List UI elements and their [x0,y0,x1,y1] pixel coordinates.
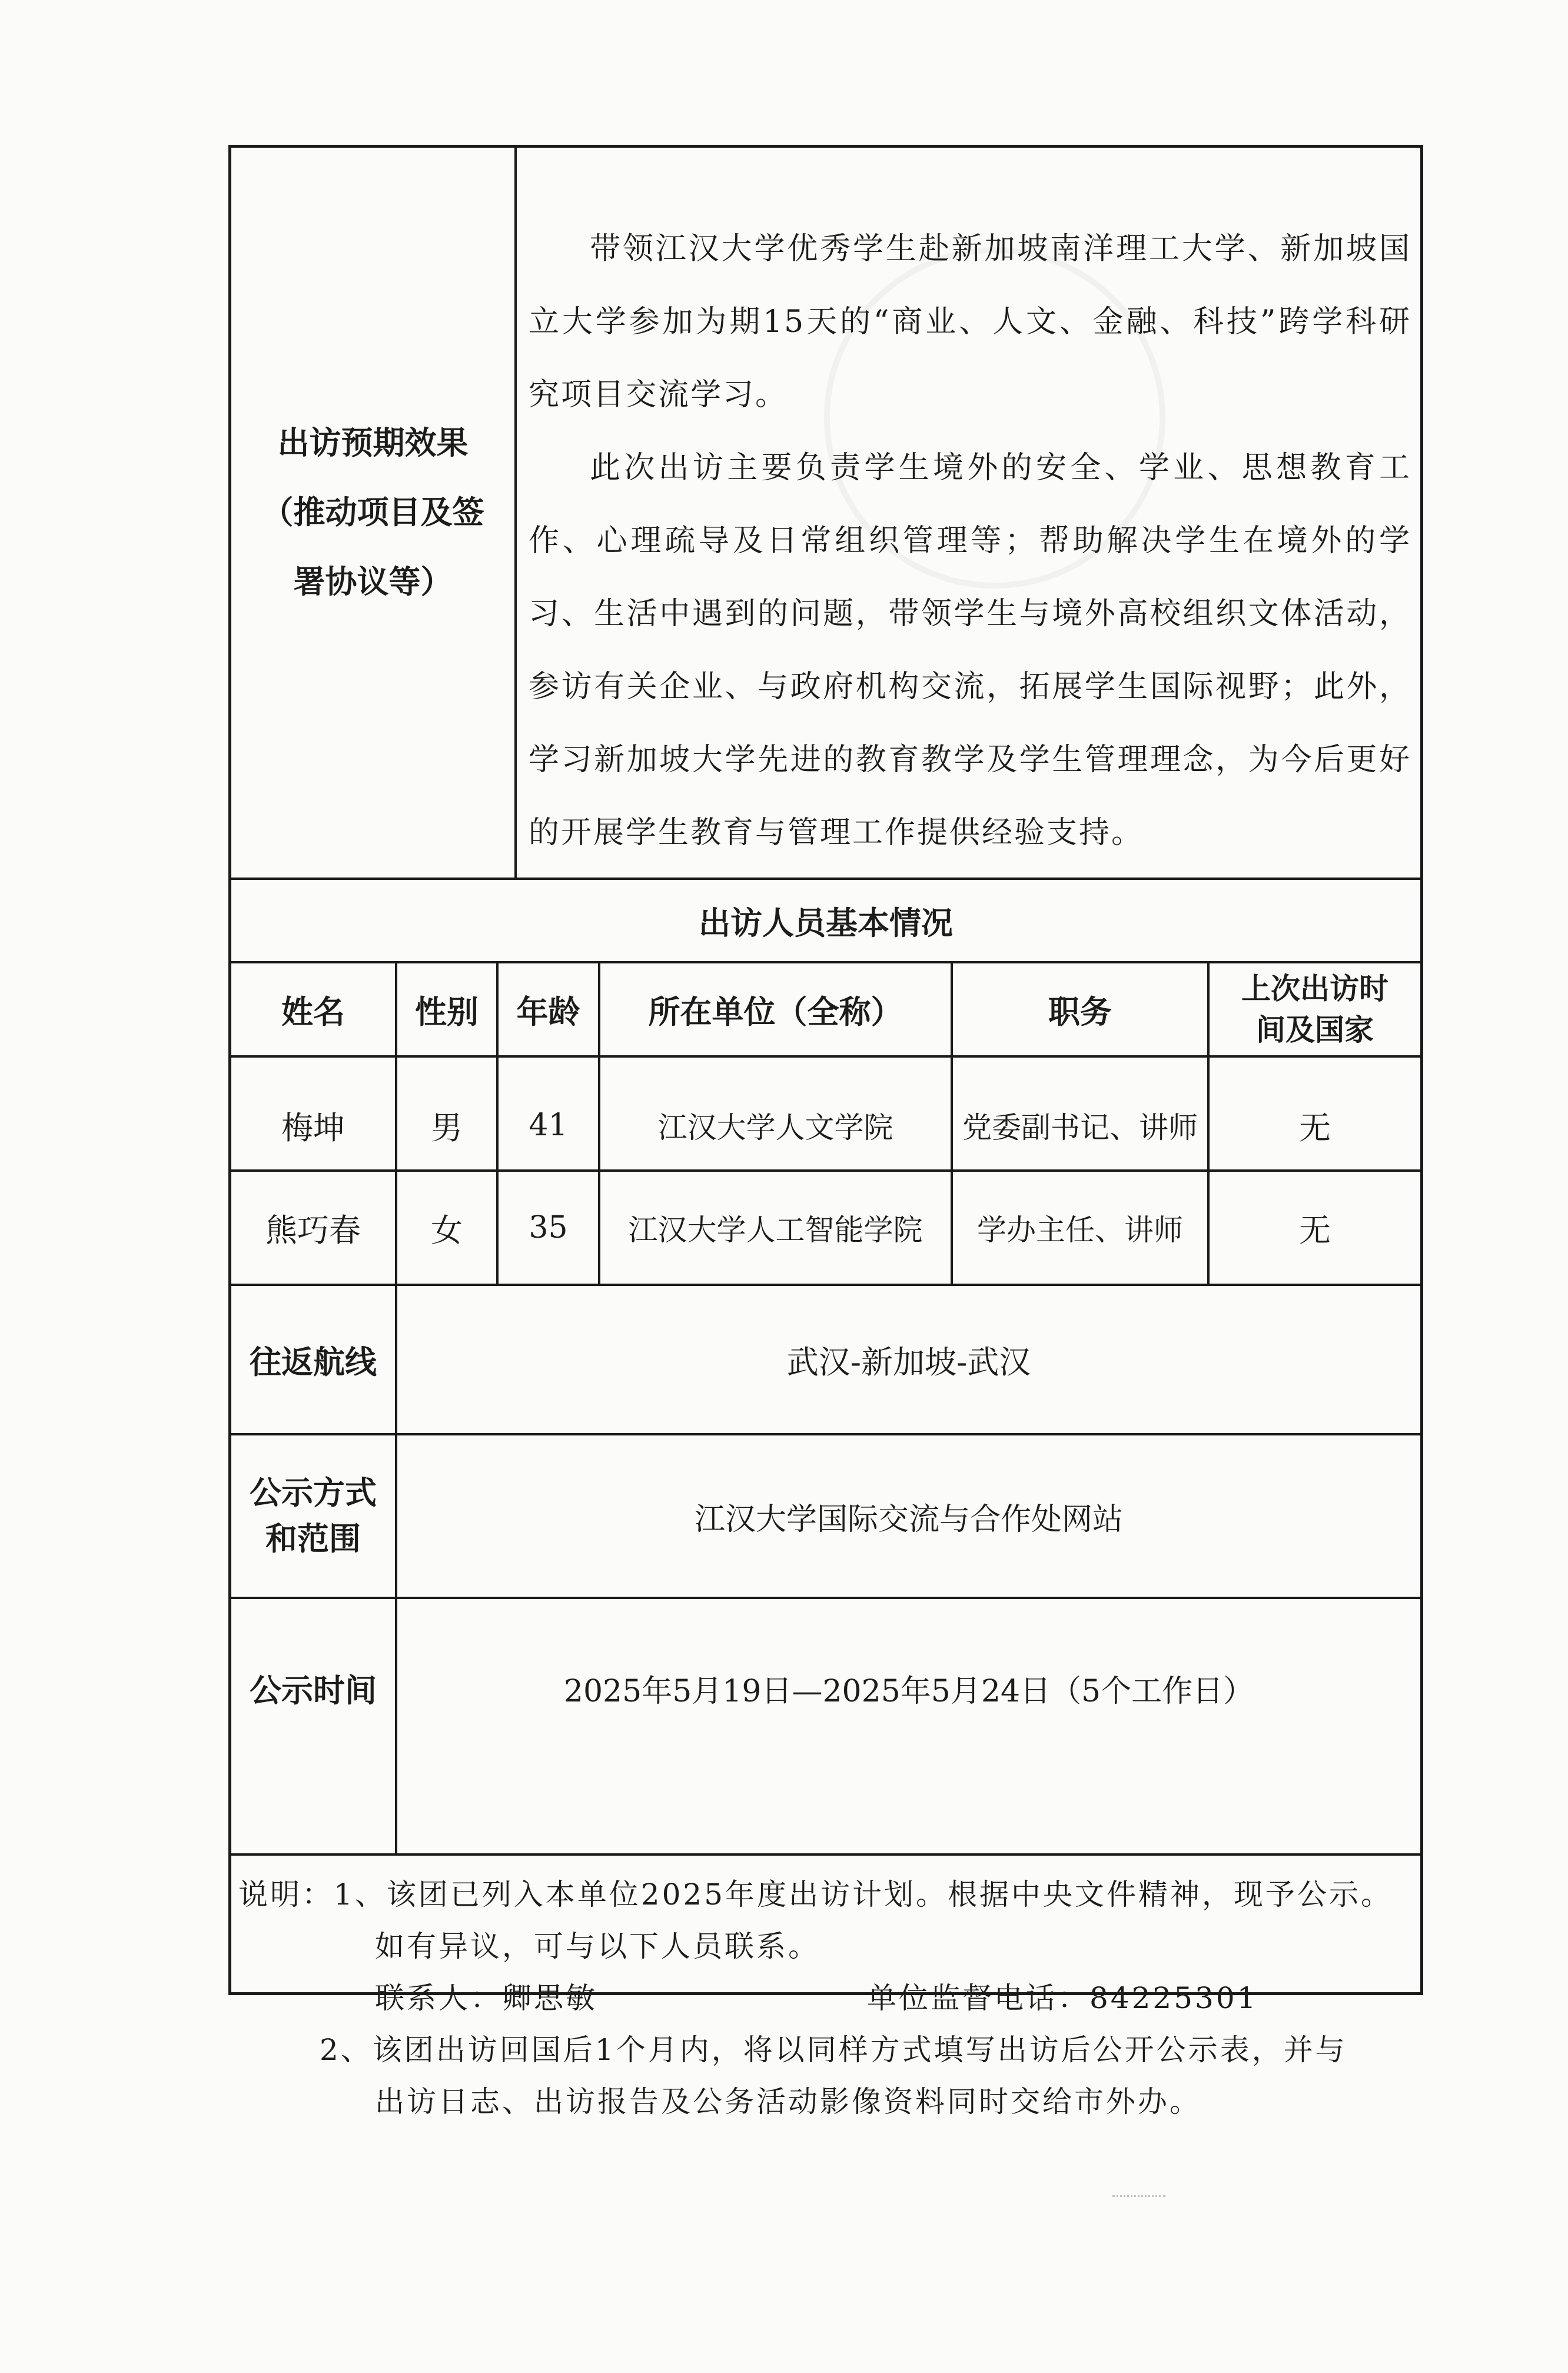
publicity-method-label [231,1435,395,1597]
header-last-visit [1210,963,1420,1055]
notes-line: 2、该团出访回国后1个月内，将以同样方式填写出访后公开公示表，并与 [320,2033,1347,2067]
expected-effect-paragraph: 带领江汉大学优秀学生赴新加坡南洋理工大学、新加坡国立大学参加为期15天的“商业、人文、金融、科技”跨学科研究项目交流学习。 [529,231,1411,413]
publicity-time-value: 2025年5月19日—2025年5月24日（5个工作日） [563,1673,1254,1709]
row-position: 学办主任、讲师 [977,1213,1183,1247]
publicity-method-label-line: 公示方式 [250,1474,377,1511]
row-age: 41 [529,1108,568,1143]
header-last-visit-line: 间及国家 [1256,1013,1374,1047]
row-name: 熊巧春 [265,1211,361,1249]
route-label: 往返航线 [250,1343,377,1381]
publicity-form-table [228,145,1423,2119]
notes-line: 如有异议，可与以下人员联系。 [375,1929,820,1963]
contact-person: 联系人：卿思敏 [375,1981,597,2015]
row-gender: 女 [431,1211,463,1249]
header-unit: 所在单位（全称） [648,993,903,1031]
expected-effect-label [231,148,514,878]
publicity-time-label: 公示时间 [250,1671,377,1709]
row-position: 党委副书记、讲师 [962,1111,1198,1145]
header-last-visit-line: 上次出访时 [1241,972,1388,1006]
row-gender: 男 [431,1109,463,1146]
scan-artifact [1112,2195,1165,2197]
notes-line: 说明：1、该团已列入本单位2025年度出访计划。根据中央文件精神，现予公示。 [238,1877,1393,1912]
row-unit: 江汉大学人文学院 [657,1111,893,1145]
row-last-visit: 无 [1299,1211,1331,1249]
personnel-section-title: 出访人员基本情况 [699,904,953,942]
row-unit: 江汉大学人工智能学院 [628,1213,923,1247]
publicity-method-value: 江汉大学国际交流与合作处网站 [694,1501,1123,1537]
publicity-method-label-line: 和范围 [265,1520,361,1557]
route-value: 武汉-新加坡-武汉 [786,1343,1031,1381]
notes-line: 出访日志、出访报告及公务活动影像资料同时交给市外办。 [375,2085,1201,2119]
supervision-phone: 单位监督电话：84225301 [867,1981,1258,2015]
divider [231,1853,1420,1856]
expected-effect-label-line: （推动项目及签 [261,494,484,531]
header-name: 姓名 [281,993,345,1031]
divider [514,148,517,878]
expected-effect-label-line: 署协议等） [293,563,453,600]
expected-effect-label-line: 出访预期效果 [277,424,469,461]
row-last-visit: 无 [1299,1109,1331,1146]
header-gender: 性别 [415,993,479,1031]
header-age: 年龄 [516,993,580,1031]
header-position: 职务 [1048,993,1112,1031]
row-name: 梅坤 [281,1109,345,1146]
row-age: 35 [529,1210,568,1245]
expected-effect-content [529,212,1411,869]
expected-effect-paragraph: 此次出访主要负责学生境外的安全、学业、思想教育工作、心理疏导及日常组织管理等；帮助解决学生在境外的学习、生活中遇到的问题，带领学生与境外高校组织文体活动，参访有关企业、与政府机构交流，拓展学生国际视野；此外，学习新加坡大学先进的教育教学及学生管理理念，为今后更好的开展学生教育与管理工作提供经验支持。 [529,450,1411,850]
